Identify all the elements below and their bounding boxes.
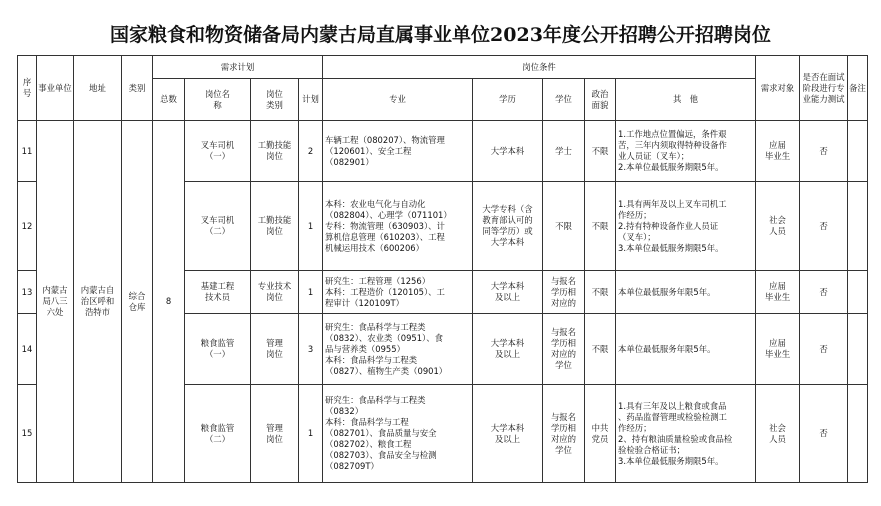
- education-cell-line: 及以上: [494, 292, 521, 302]
- other-cell-line: 业人员证（叉车）；: [618, 151, 690, 161]
- ability-test-cell-text: 否: [819, 145, 828, 156]
- seq-cell-text: 15: [21, 428, 33, 438]
- target-cell-line: 社会: [769, 422, 786, 433]
- category-cell-text: 综合仓库: [128, 290, 146, 312]
- ability-test-cell-text: 否: [819, 286, 828, 297]
- major-cell-line: （082702）、粮食工程: [325, 439, 412, 449]
- major-cell-line: 算机信息管理（610203）、工程: [325, 231, 445, 242]
- post-type-cell: [251, 314, 299, 385]
- ability-test-cell-text: 否: [819, 220, 828, 231]
- post-name-cell-line: （一）: [204, 349, 231, 359]
- post-type-cell-line: 岗位: [266, 349, 283, 359]
- page-title: 国家粮食和物资储备局内蒙古局直属事业单位2023年度公开招聘公开招聘岗位: [110, 24, 771, 46]
- political-cell-text: 不限: [591, 343, 609, 354]
- post-name-cell: [185, 314, 251, 385]
- plan-cell-text: 3: [307, 343, 314, 354]
- other-cell: [616, 271, 756, 314]
- degree-cell-line: 学历相: [550, 422, 577, 433]
- header-remarks: 备注: [848, 56, 868, 121]
- target-cell-line: 应届: [769, 338, 786, 348]
- education-cell-line: 及以上: [494, 433, 521, 444]
- education-cell: [473, 271, 543, 314]
- target-cell: [756, 182, 800, 271]
- other-cell-line: 3.本单位最低服务期限5年。: [618, 242, 724, 253]
- major-cell-line: （082901）: [325, 156, 374, 167]
- target-cell: [756, 121, 800, 182]
- major-cell: [323, 182, 473, 271]
- header-address: 地址: [74, 56, 122, 121]
- unit-cell-text: 内蒙古局八三六处: [42, 285, 68, 317]
- major-cell-line: 专科：物流管理（630903）、计: [325, 220, 445, 231]
- header-degree: 学位: [543, 79, 585, 121]
- seq-cell: [18, 182, 37, 271]
- ability-test-cell: [800, 182, 848, 271]
- seq-cell: [18, 121, 37, 182]
- post-name-cell-line: 技术员: [204, 292, 231, 302]
- other-cell-line: 苦，三年内须取得特种设备作: [618, 140, 727, 150]
- seq-cell-text: 12: [21, 220, 33, 231]
- plan-cell-text: 1: [307, 220, 314, 231]
- target-cell: [756, 314, 800, 385]
- header-plan: 计划: [299, 79, 323, 121]
- post-name-cell-line: （一）: [204, 151, 231, 161]
- other-cell-line: 作经历；: [618, 422, 652, 433]
- post-name-cell-line: 粮食监管: [200, 338, 235, 348]
- post-name-cell-line: 基建工程: [200, 281, 235, 291]
- degree-cell: [543, 121, 585, 182]
- header-other: 其 他: [616, 79, 756, 121]
- table-row: [18, 121, 868, 182]
- header-conditions: 岗位条件: [323, 56, 756, 79]
- target-cell-line: 应届: [769, 140, 786, 150]
- post-type-cell: [251, 182, 299, 271]
- other-cell-line: （叉车）；: [618, 231, 656, 242]
- post-name-cell-line: （二）: [204, 433, 231, 444]
- other-cell-line: 本单位最低服务年限5年。: [618, 286, 716, 297]
- post-name-cell: [185, 121, 251, 182]
- category-cell: [122, 121, 153, 483]
- education-cell-line: 大学本科: [490, 422, 525, 433]
- post-type-cell-line: 岗位: [266, 151, 283, 161]
- plan-cell-text: 2: [307, 145, 314, 156]
- ability-test-cell: [800, 271, 848, 314]
- other-cell-line: 3.本单位最低服务期限5年。: [618, 455, 724, 466]
- post-type-cell-line: 管理: [266, 338, 283, 348]
- ability-test-cell-text: 否: [819, 343, 828, 354]
- degree-cell-line: 学位: [555, 360, 572, 370]
- target-cell-line: 毕业生: [764, 292, 791, 302]
- header-political: 政治面貌: [585, 79, 616, 121]
- header-major: 专业: [323, 79, 473, 121]
- post-type-cell-line: 岗位: [266, 292, 283, 302]
- other-cell-line: 1.具有两年及以上叉车司机工: [618, 198, 727, 209]
- major-cell-line: 本科：农业电气化与自动化: [325, 198, 426, 209]
- degree-cell-line: 与报名: [550, 275, 577, 286]
- other-cell-line: 1.工作地点位置偏远，条件艰: [618, 129, 727, 139]
- major-cell-line: 车辆工程（080207）、物流管理: [325, 134, 445, 145]
- degree-cell-line: 对应的: [550, 349, 577, 359]
- target-cell-line: 社会: [769, 215, 786, 225]
- other-cell-line: 2.本单位最低服务期限5年。: [618, 162, 724, 172]
- seq-cell-text: 11: [21, 145, 33, 156]
- major-cell-line: （120601）、安全工程: [325, 145, 412, 156]
- degree-cell-line: 与报名: [550, 327, 577, 337]
- post-name-cell-line: （二）: [204, 226, 231, 236]
- ability-test-cell: [800, 121, 848, 182]
- political-cell: [585, 271, 616, 314]
- education-cell-line: 大学本科: [490, 145, 525, 156]
- other-cell-line: 、药品监督管理或检验检测工: [618, 411, 727, 422]
- degree-cell-line: 对应的: [550, 297, 577, 308]
- target-cell: [756, 385, 800, 483]
- ability-test-cell: [800, 385, 848, 483]
- major-cell-line: 机械运用技术（600206）: [325, 242, 424, 253]
- plan-cell: [299, 182, 323, 271]
- major-cell-line: 研究生：食品科学与工程类: [325, 395, 426, 405]
- post-type-cell-line: 工勤技能: [257, 140, 292, 150]
- political-cell: [585, 314, 616, 385]
- remarks-cell: [848, 385, 868, 483]
- other-cell: [616, 182, 756, 271]
- header-category: 类别: [122, 56, 153, 121]
- other-cell-line: 本单位最低服务年限5年。: [618, 343, 716, 354]
- remarks-cell: [848, 314, 868, 385]
- education-cell: [473, 182, 543, 271]
- remarks-cell: [848, 271, 868, 314]
- other-cell-line: 作经历；: [618, 209, 652, 220]
- major-cell-line: 研究生：食品科学与工程类: [325, 321, 426, 332]
- ability-test-cell-text: 否: [819, 428, 828, 438]
- political-cell-text: 不限: [591, 145, 609, 156]
- education-cell-line: 大学本科: [490, 237, 525, 247]
- major-cell: [323, 121, 473, 182]
- header-ability-test: 是否在面试阶段进行专业能力测试: [800, 56, 848, 121]
- major-cell: [323, 314, 473, 385]
- header-row-1: [18, 56, 868, 79]
- degree-cell-line: 学历相: [550, 286, 577, 297]
- seq-cell: [18, 385, 37, 483]
- major-cell-line: （082709T）: [325, 461, 379, 471]
- total-cell: [153, 121, 185, 483]
- major-cell-line: （082804）、心理学（071101）: [325, 209, 452, 220]
- major-cell-line: 本科：工程造价（120105）、工: [325, 286, 445, 297]
- total-cell-text: 8: [165, 296, 172, 306]
- plan-cell: [299, 271, 323, 314]
- header-post-type: 岗位类别: [251, 79, 299, 121]
- post-name-cell: [185, 271, 251, 314]
- post-type-cell-line: 管理: [266, 422, 283, 433]
- major-cell: [323, 271, 473, 314]
- degree-cell-line: 学历相: [550, 338, 577, 348]
- major-cell-line: 程审计（120109T）: [325, 297, 404, 308]
- political-cell-text: 中共党员: [591, 422, 609, 444]
- education-cell-line: 大学专科（含: [482, 204, 533, 214]
- plan-cell: [299, 121, 323, 182]
- post-type-cell-line: 岗位: [266, 433, 283, 444]
- degree-cell: [543, 385, 585, 483]
- degree-cell: [543, 271, 585, 314]
- post-name-cell-line: 粮食监管: [200, 422, 235, 433]
- political-cell-text: 不限: [591, 220, 609, 231]
- address-cell-text: 内蒙古自治区呼和浩特市: [80, 285, 115, 317]
- degree-cell: [543, 314, 585, 385]
- target-cell-line: 毕业生: [764, 349, 791, 359]
- header-unit: 事业单位: [37, 56, 74, 121]
- major-cell-line: 品与营养类（0955）: [325, 343, 405, 354]
- header-target: 需求对象: [756, 56, 800, 121]
- target-cell-line: 毕业生: [764, 151, 791, 161]
- major-cell-line: 本科：食品科学与工程类: [325, 354, 418, 365]
- post-type-cell-line: 专业技术: [257, 281, 292, 291]
- education-cell: [473, 121, 543, 182]
- education-cell-line: 大学本科: [490, 338, 525, 348]
- target-cell-line: 人员: [769, 226, 786, 236]
- plan-cell: [299, 314, 323, 385]
- plan-cell: [299, 385, 323, 483]
- major-cell-line: （0832）、农业类（0951）、食: [325, 332, 443, 343]
- degree-cell-line: 学士: [555, 145, 572, 156]
- degree-cell-line: 不限: [555, 220, 572, 231]
- target-cell-line: 应届: [769, 281, 786, 291]
- post-type-cell: [251, 271, 299, 314]
- major-cell-line: （0832）: [325, 406, 364, 416]
- target-cell-line: 人员: [769, 433, 786, 444]
- major-cell-line: 本科：食品科学与工程: [325, 417, 409, 427]
- education-cell-line: 及以上: [494, 349, 521, 359]
- major-cell-line: （082703）、食品安全与检测: [325, 450, 437, 460]
- header-demand-plan: 需求计划: [153, 56, 323, 79]
- remarks-cell: [848, 121, 868, 182]
- other-cell: [616, 385, 756, 483]
- seq-cell: [18, 271, 37, 314]
- political-cell: [585, 385, 616, 483]
- seq-cell-text: 14: [21, 343, 33, 354]
- plan-cell-text: 1: [307, 428, 314, 438]
- seq-cell-text: 13: [21, 286, 33, 297]
- header-post-name: 岗位名称: [185, 79, 251, 121]
- degree-cell-line: 与报名: [550, 411, 577, 422]
- post-type-cell: [251, 121, 299, 182]
- post-type-cell: [251, 385, 299, 483]
- other-cell: [616, 314, 756, 385]
- major-cell-line: （082701）、食品质量与安全: [325, 428, 437, 438]
- post-name-cell: [185, 182, 251, 271]
- plan-cell-text: 1: [307, 286, 314, 297]
- ability-test-cell: [800, 314, 848, 385]
- other-cell-line: 2、持有粮油质量检验或食品检: [618, 433, 733, 444]
- education-cell-line: 教育部认可的: [482, 215, 533, 225]
- seq-cell: [18, 314, 37, 385]
- degree-cell: [543, 182, 585, 271]
- header-education: 学历: [473, 79, 543, 121]
- post-name-cell-line: 叉车司机: [200, 140, 235, 150]
- post-type-cell-line: 工勤技能: [257, 215, 292, 225]
- education-cell-line: 同等学历）或: [482, 226, 533, 236]
- recruitment-table: [17, 55, 868, 483]
- other-cell-line: 验检验合格证书；: [618, 444, 685, 455]
- political-cell: [585, 121, 616, 182]
- education-cell-line: 大学本科: [490, 281, 525, 291]
- header-total: 总数: [153, 79, 185, 121]
- header-seq: 序号: [18, 56, 37, 121]
- major-cell: [323, 385, 473, 483]
- major-cell-line: （0827）、植物生产类（0901）: [325, 365, 448, 376]
- political-cell-text: 不限: [591, 286, 609, 297]
- target-cell: [756, 271, 800, 314]
- unit-cell: [37, 121, 74, 483]
- post-type-cell-line: 岗位: [266, 226, 283, 236]
- other-cell-line: 2.持有特种设备作业人员证: [618, 220, 719, 231]
- other-cell: [616, 121, 756, 182]
- remarks-cell: [848, 182, 868, 271]
- post-name-cell: [185, 385, 251, 483]
- major-cell-line: 研究生：工程管理（1256）: [325, 275, 431, 286]
- other-cell-line: 1.具有三年及以上粮食或食品: [618, 400, 727, 411]
- address-cell: [74, 121, 122, 483]
- degree-cell-line: 对应的: [550, 433, 577, 444]
- education-cell: [473, 385, 543, 483]
- political-cell: [585, 182, 616, 271]
- post-name-cell-line: 叉车司机: [200, 215, 235, 225]
- education-cell: [473, 314, 543, 385]
- degree-cell-line: 学位: [555, 444, 572, 455]
